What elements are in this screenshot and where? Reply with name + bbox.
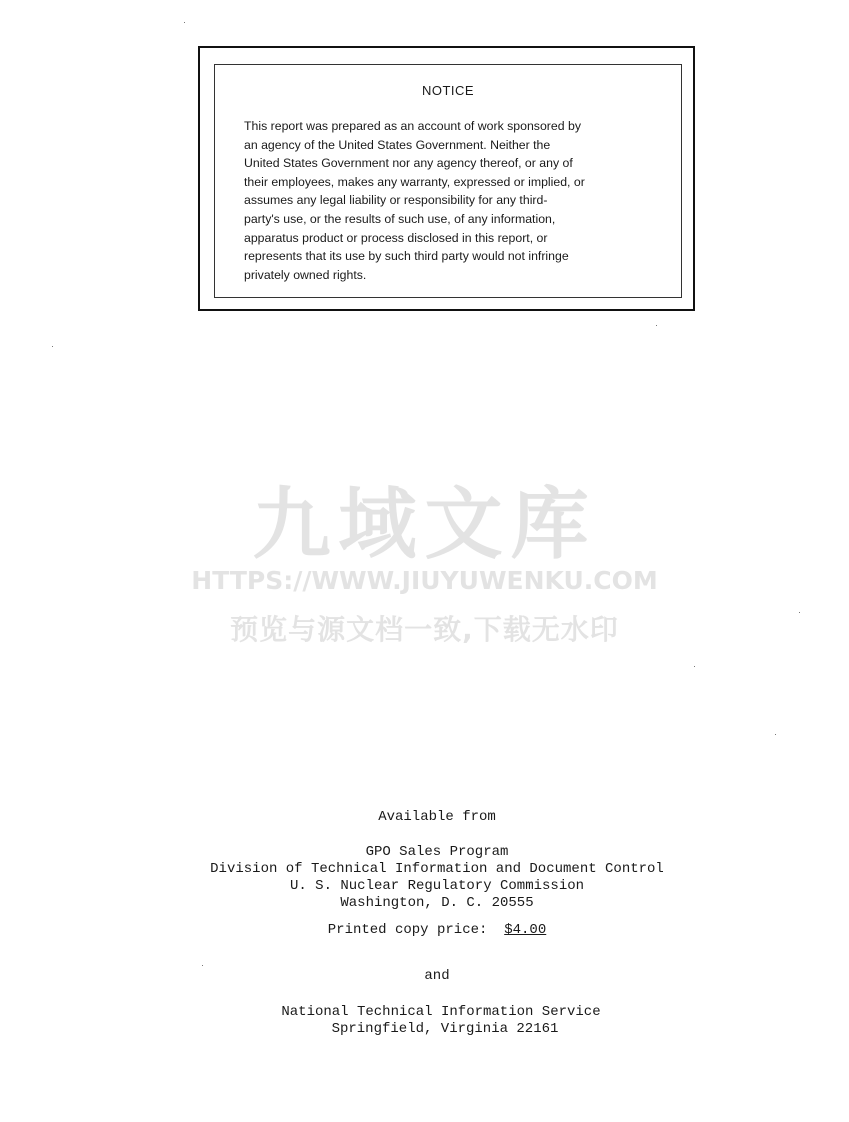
printed-copy-price [0, 922, 849, 939]
ntis-address: Springfield, Virginia 22161 [331, 1021, 559, 1037]
notice-line: represents that its use by such third party would not infringe [244, 249, 569, 264]
scan-speck [799, 612, 800, 613]
and-conjunction: and [424, 968, 450, 984]
scan-speck [775, 734, 776, 735]
notice-body [244, 117, 656, 284]
notice-line: apparatus product or process disclosed in this report, or [244, 230, 548, 245]
notice-line: This report was prepared as an account of work sponsored by [244, 119, 581, 133]
watermark-url: HTTPS://WWW.JIUYUWENKU.COM [191, 566, 658, 595]
price-label: Printed copy price: [327, 922, 488, 938]
ntis-name: National Technical Information Service [281, 1004, 601, 1020]
notice-line: an agency of the United States Government. Neither the [244, 137, 551, 152]
scan-speck [694, 666, 695, 667]
division-name: Division of Technical Information and Document Control [210, 861, 664, 877]
notice-line: their employees, makes any warranty, expressed or implied, or [244, 174, 585, 189]
scan-speck [184, 22, 185, 23]
scan-speck [52, 346, 53, 347]
gpo-sales-program: GPO Sales Program [365, 844, 509, 860]
notice-title: NOTICE [421, 83, 475, 98]
watermark-subtitle: 预览与源文档一致,下载无水印 [230, 613, 619, 646]
agency-name: U. S. Nuclear Regulatory Commission [289, 878, 585, 894]
notice-line: party's use, or the results of such use, of any information, [244, 211, 556, 226]
notice-line: privately owned rights. [244, 267, 367, 282]
watermark-logo-text: 九域文库 [252, 480, 597, 570]
scan-speck [656, 325, 657, 326]
notice-line: assumes any legal liability or responsibility for any third- [244, 193, 548, 208]
scan-speck [202, 965, 203, 966]
price-value: $4.00 [504, 922, 547, 938]
available-from-heading: Available from [378, 809, 496, 825]
agency-address: Washington, D. C. 20555 [340, 895, 534, 911]
notice-line: United States Government nor any agency thereof, or any of [244, 156, 573, 171]
